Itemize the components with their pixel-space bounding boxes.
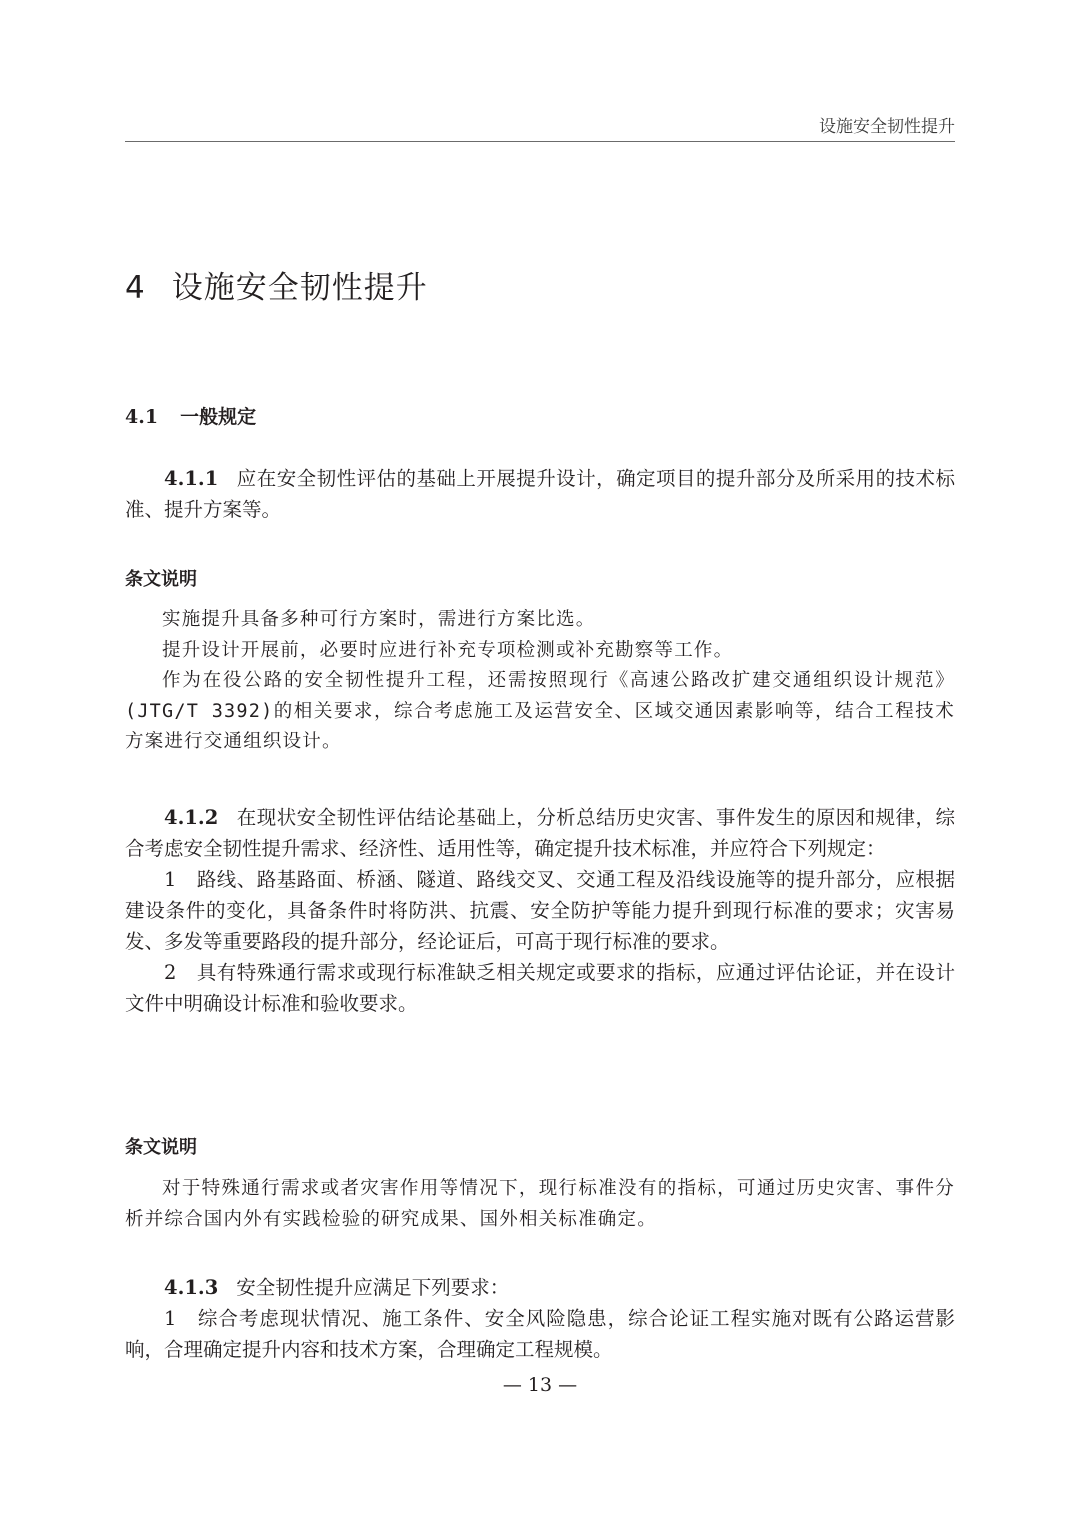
clause-text: 应在安全韧性评估的基础上开展提升设计，确定项目的提升部分及所采用的技术标准、提升方案等。 bbox=[125, 467, 955, 521]
clause-4-1-2 bbox=[125, 802, 955, 1019]
note-paragraph: 实施提升具备多种可行方案时，需进行方案比选。 bbox=[162, 609, 596, 630]
note-heading: 条文说明 bbox=[125, 569, 197, 590]
chapter-title-text: 设施安全韧性提升 bbox=[171, 270, 428, 306]
clause-item: 1 综合考虑现状情况、施工条件、安全风险隐患，综合论证工程实施对既有公路运营影响，合理确定提升内容和技术方案，合理确定工程规模。 bbox=[125, 1307, 955, 1361]
clause-paragraph bbox=[125, 1272, 955, 1303]
clause-number: 4.1.2 bbox=[164, 806, 219, 829]
section-title bbox=[125, 402, 256, 429]
clause-number: 4.1.3 bbox=[164, 1276, 219, 1299]
section-title-text: 一般规定 bbox=[180, 406, 257, 428]
clause-paragraph bbox=[125, 463, 955, 525]
chapter-title bbox=[125, 262, 428, 307]
clause-item: 1 路线、路基路面、桥涵、隧道、路线交叉、交通工程及沿线设施等的提升部分，应根据建设条件的变化，具备条件时将防洪、抗震、安全防护等能力提升到现行标准的要求；灾害易发、多发等重要路段的提升部分，经论证后，可高于现行标准的要求。 bbox=[125, 868, 955, 953]
clause-number: 4.1.1 bbox=[164, 467, 219, 490]
clause-item: 2 具有特殊通行需求或现行标准缺乏相关规定或要求的指标，应通过评估论证，并在设计文件中明确设计标准和验收要求。 bbox=[125, 961, 955, 1015]
running-header: 设施安全韧性提升 bbox=[819, 117, 955, 137]
note-paragraph: 作为在役公路的安全韧性提升工程，还需按照现行《高速公路改扩建交通组织设计规范》(JTG/T 3392)的相关要求，综合考虑施工及运营安全、区域交通因素影响等，结合工程技术方案进行交通组织设计。 bbox=[125, 670, 955, 752]
clause-paragraph bbox=[125, 802, 955, 864]
clause-4-1-1 bbox=[125, 463, 955, 525]
clause-note-2 bbox=[125, 1174, 955, 1235]
clause-4-1-3 bbox=[125, 1272, 955, 1365]
clause-note-1 bbox=[125, 605, 955, 758]
section-number: 4.1 bbox=[125, 406, 159, 428]
clause-text: 在现状安全韧性评估结论基础上，分析总结历史灾害、事件发生的原因和规律，综合考虑安全韧性提升需求、经济性、适用性等，确定提升技术标准，并应符合下列规定： bbox=[125, 806, 955, 860]
note-paragraph: 提升设计开展前，必要时应进行补充专项检测或补充勘察等工作。 bbox=[162, 639, 734, 661]
chapter-number: 4 bbox=[125, 270, 146, 306]
note-paragraph: 对于特殊通行需求或者灾害作用等情况下，现行标准没有的指标，可通过历史灾害、事件分析并综合国内外有实践检验的研究成果、国外相关标准确定。 bbox=[125, 1178, 955, 1230]
note-heading: 条文说明 bbox=[125, 1137, 197, 1158]
header-rule bbox=[125, 141, 955, 142]
clause-text: 安全韧性提升应满足下列要求： bbox=[236, 1276, 510, 1299]
page-number: — 13 — bbox=[502, 1374, 578, 1396]
